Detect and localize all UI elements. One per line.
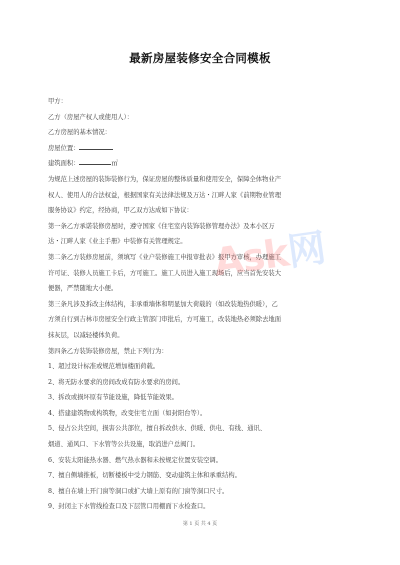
- list-item: 9、封闭主下水管线检查口及下层管口用棚面下水检查口。: [48, 503, 210, 511]
- area-unit: ㎡: [111, 160, 118, 168]
- list-item: 2、将无防水要求的房间改成有防水要求的房间。: [48, 378, 185, 386]
- location-blank: [79, 142, 113, 150]
- list-item: 6、安装太阳能热水器、燃气热水器和未按规定位置安装空调。: [48, 456, 223, 464]
- list-item: 1、超过设计标准或规范增加楼面荷载。: [48, 363, 160, 371]
- area-blank: [79, 157, 111, 165]
- article-2-line: 第二条乙方装修房屋前，须填写《业户装修施工申报审批表》报甲方审核，办理施工: [48, 253, 281, 261]
- article-3-line: 方须自行到吉林市房屋安全行政主管部门审批后，方可施工，改装地热必须除去地面: [48, 316, 281, 324]
- list-item: 4、搭建建筑物或构筑物，改变住宅立面（如封阳台等）。: [48, 409, 207, 417]
- article-1-line: 达・江畔人家《业主手册》中装修有关管理规定。: [48, 238, 187, 246]
- article-3-line: 抹灰层，以减轻楼体负荷。: [48, 331, 124, 339]
- article-2-line: 许可证、装修人员施工卡后，方可施工。施工人员进入施工现场后，应当首先安装大: [48, 269, 281, 277]
- list-item: 烟道、通风口、下水管等公共设施，取消进户总阀门。: [48, 441, 200, 449]
- list-item: 7、擅自侧墙推板，切断楼板中受力钢筋、变动建筑主体和承重结构。: [48, 472, 241, 480]
- document-title: 最新房屋装修安全合同模板: [129, 51, 271, 65]
- paragraph-line: 权人、使用人的合法权益，根据国家有关法律法规及万达・江畔人家《前期物业管理: [48, 191, 281, 199]
- article-3-line: 第三条凡涉及拆改主体结构，非承重墙体和明显加大荷载的（如改装地热供暖），乙: [48, 300, 278, 308]
- article-1-line: 第一条乙方承诺装修房屋时，遵守国家《住宅室内装饰装修管理办法》及本小区万: [48, 222, 275, 230]
- list-item: 5、侵占公共空间，损害公共部位，擅自拆改供水、供暖、供电、有线、通讯、: [48, 425, 267, 433]
- building-area-line: [48, 156, 366, 172]
- article-4-line: 第四条乙方装饰装修房屋，禁止下列行为：: [48, 347, 168, 355]
- building-area-label: 建筑面积：: [48, 160, 80, 168]
- property-location-label: 房屋位置：: [48, 144, 80, 152]
- watermark-ask: Ask: [211, 230, 291, 285]
- party-a-line: 甲方：: [48, 98, 67, 105]
- list-item: 3、拆改或损坏原有节能设施，降低节能效果。: [48, 394, 178, 402]
- property-info-heading: 乙方房屋的基本情况：: [48, 129, 111, 137]
- page-footer: 第 1 页 共 4 页: [182, 521, 218, 527]
- property-location-line: [48, 141, 366, 157]
- paragraph-line: 服务协议》约定，经协商，甲乙双方达成如下协议：: [48, 207, 193, 215]
- document-body: [48, 94, 366, 515]
- watermark-cn: 网: [284, 225, 328, 275]
- party-b-line: 乙方（房屋产权人或使用人）：: [48, 113, 134, 121]
- list-item: 8、擅自在墙上开门窗等洞口或扩大墙上原有的门窗等洞口尺寸。: [48, 487, 229, 495]
- article-2-line: 便器，严禁随地大小便。: [48, 285, 118, 293]
- paragraph-line: 为规范上述房屋的装饰装修行为，保证房屋的整体质量和使用安全，保障全体物业产: [48, 175, 281, 183]
